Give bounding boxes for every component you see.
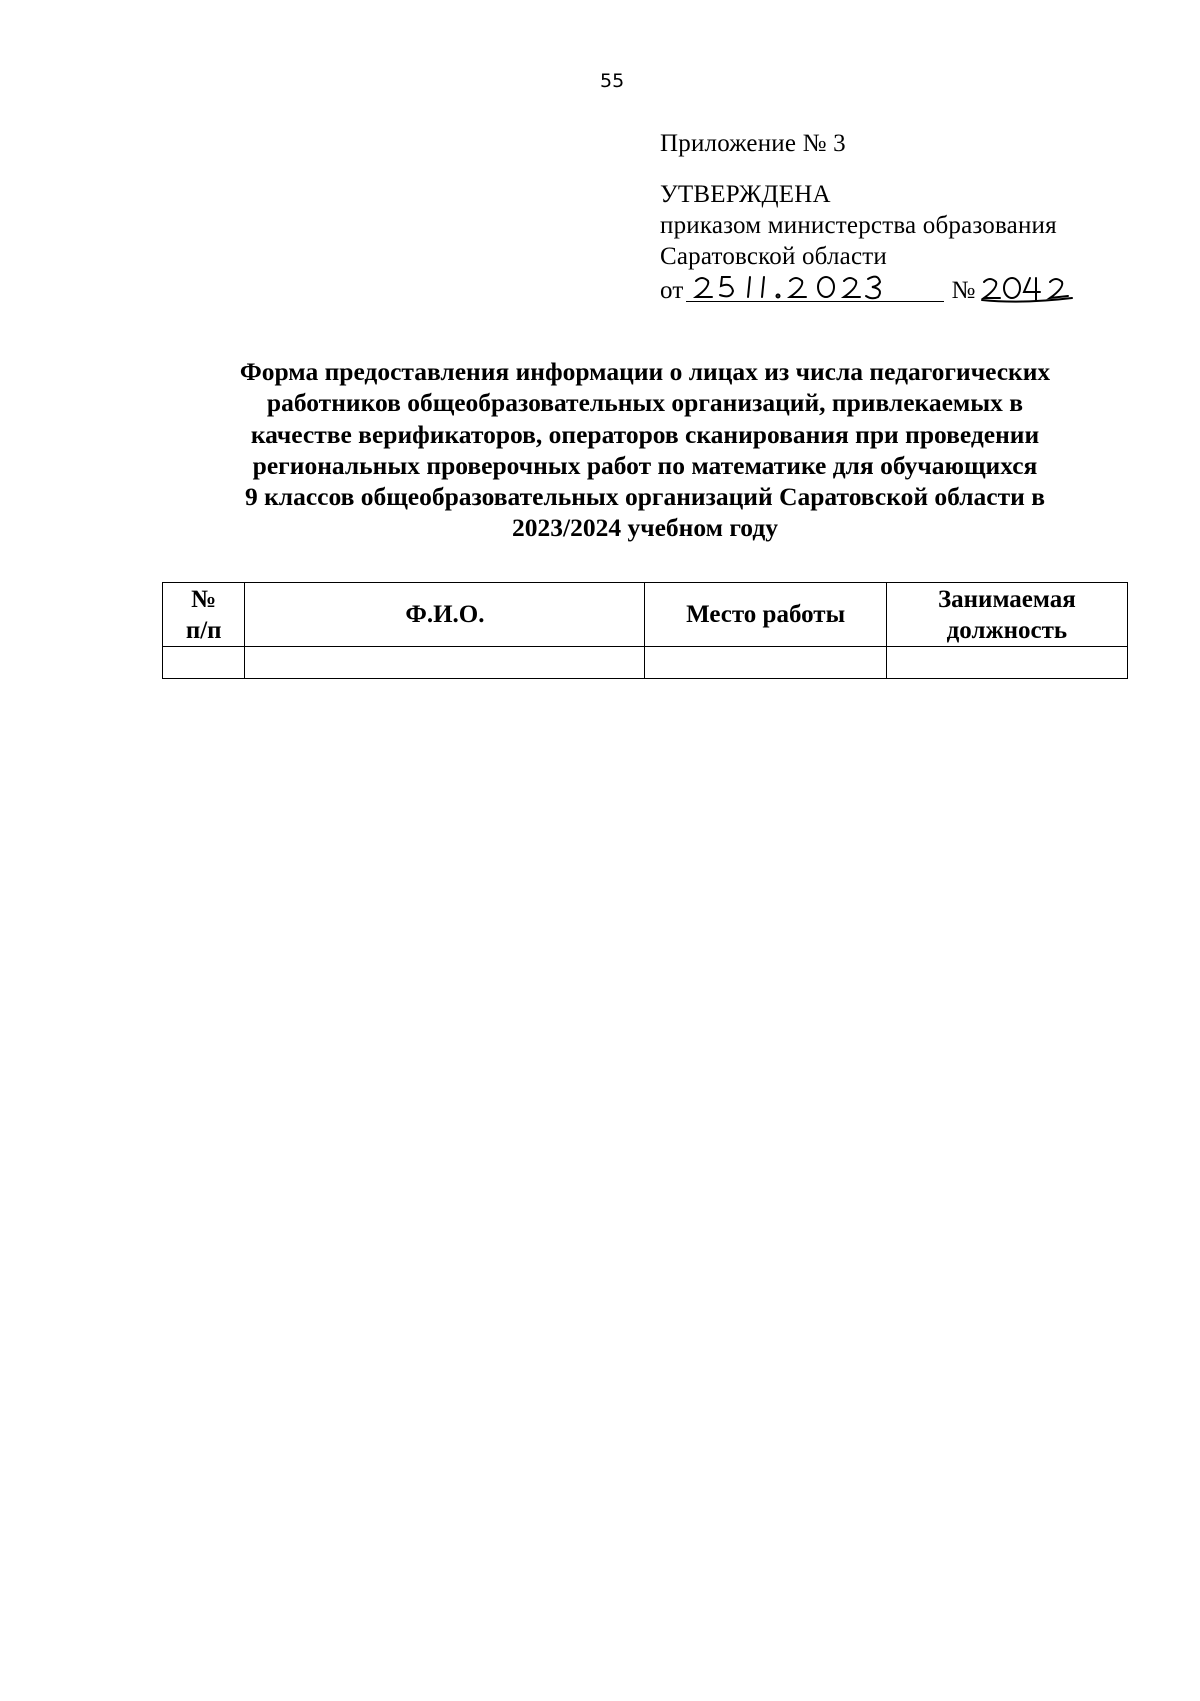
header-position [886, 583, 1127, 647]
info-form-table [162, 582, 1128, 679]
header-workplace: Место работы [645, 583, 886, 647]
date-prefix: от [660, 277, 684, 304]
annex-label: Приложение № 3 [660, 130, 846, 157]
handwritten-number [980, 276, 1080, 302]
approval-block [660, 128, 1080, 306]
title-line: 9 классов общеобразовательных организаций Саратовской области в [244, 482, 1045, 512]
order-line-2: Саратовской области [660, 243, 887, 270]
cell-number[interactable] [163, 647, 245, 679]
title-line: региональных проверочных работ по математике для обучающихся [252, 450, 1038, 480]
title-line: 2023/2024 учебном году [512, 513, 778, 543]
number-prefix: № [951, 277, 976, 304]
page-number: 55 [600, 70, 625, 92]
header-full-name: Ф.И.О. [245, 583, 645, 647]
handwritten-date [686, 275, 944, 302]
header-number-line2: п/п [185, 616, 222, 644]
cell-workplace[interactable] [645, 647, 886, 679]
order-line-1: приказом министерства образования [660, 212, 1057, 239]
approved-label: УТВЕРЖДЕНА [660, 181, 831, 208]
order-date-number-row [660, 272, 1080, 306]
header-position-line2: должность [946, 616, 1068, 644]
table-header-row [163, 583, 1128, 647]
cell-position[interactable] [886, 647, 1127, 679]
cell-full-name[interactable] [245, 647, 645, 679]
handwritten-date-signature [686, 269, 944, 305]
table-row [163, 647, 1128, 679]
title-line: качестве верификаторов, операторов сканирования при проведении [250, 419, 1040, 449]
title-line: Форма предоставления информации о лицах из числа педагогических [239, 357, 1051, 386]
handwritten-number-signature [980, 270, 1080, 306]
header-number [163, 583, 245, 647]
title-line: работников общеобразовательных организаций, привлекаемых в [266, 388, 1024, 418]
header-number-line1: № [191, 585, 217, 613]
form-title [160, 356, 1130, 544]
header-position-line1: Занимаемая [937, 585, 1076, 613]
